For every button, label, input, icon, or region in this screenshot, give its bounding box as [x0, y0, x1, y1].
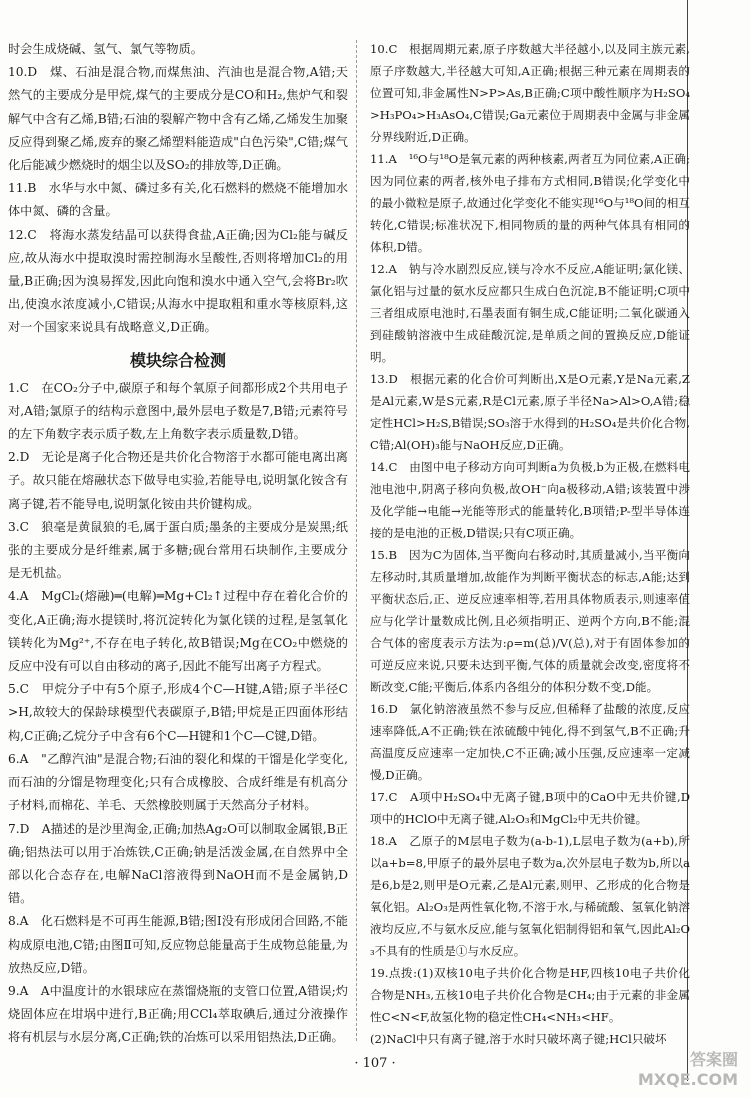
answer-paragraph: 1.C 在CO₂分子中,碳原子和每个氧原子间都形成2个共用电子对,A错;氯原子的结构示意图中,最外层电子数是7,B错;元素符号的左下角数字表示质子数,左上角数字表示质量数,D错。: [8, 380, 348, 442]
section-heading: 模块综合检测: [129, 350, 226, 370]
answer-paragraph: 6.A "乙醇汽油"是混合物;石油的裂化和煤的干馏是化学变化,而石油的分馏是物理变化;只有合成橡胶、合成纤维是有机高分子材料,而棉花、羊毛、天然橡胶则属于天然高分子材料。: [8, 751, 348, 813]
answer-paragraph: 12.A 钠与冷水剧烈反应,镁与冷水不反应,A能证明;氯化镁、氯化铝与过量的氨水反应都只生成白色沉淀,B不能证明;C项中三者组成原电池时,石墨表面有铜生成,C能证明;二氧化碳通入到硅酸钠溶液中生成硅酸沉淀,是单质之间的置换反应,D能证明。: [370, 262, 690, 364]
answer-paragraph: 9.A A中温度计的水银球应在蒸馏烧瓶的支管口位置,A错误;灼烧固体应在坩埚中进行,B正确;用CCl₄萃取碘后,通过分液操作将有机层与水层分离,C正确;铁的冶炼可以采用铝热法,D正确。: [8, 983, 348, 1045]
answer-paragraph: 3.C 狼毫是黄鼠狼的毛,属于蛋白质;墨条的主要成分是炭黑;纸张的主要成分是纤维素,属于多糖;砚台常用石块制作,主要成分是无机盐。: [8, 519, 348, 581]
answer-paragraph: 13.D 根据元素的化合价可判断出,X是O元素,Y是Na元素,Z是Al元素,W是S元素,R是Cl元素,原子半径Na>Al>O,A错;稳定性HCl>H₂S,B错误;SO₃溶于水得到的H₂SO₄是共价化合物,C错;Al(OH)₃能与NaOH反应,D正确。: [370, 372, 690, 452]
answer-paragraph: 11.B 水华与水中氮、磷过多有关,化石燃料的燃烧不能增加水体中氮、磷的含量。: [8, 181, 348, 219]
answer-paragraph: 4.A MgCl₂(熔融)═(电解)═Mg+Cl₂↑过程中存在着化合价的变化,A正确;海水提镁时,将沉淀转化为氯化镁的过程,是氢氧化镁转化为Mg²⁺,不存在电子转化,故B错误;Mg在CO₂中燃烧的反应中没有可以自由移动的离子,因此不能写出离子方程式。: [8, 589, 348, 674]
answer-paragraph: 8.A 化石燃料是不可再生能源,B错;图Ⅰ没有形成闭合回路,不能构成原电池,C错;由图Ⅱ可知,反应物总能量高于生成物总能量,为放热反应,D错。: [8, 914, 348, 975]
left-column: [8, 38, 348, 1050]
answer-paragraph: (2)NaCl中只有离子键,溶于水时只破坏离子键;HCl只破坏: [370, 1032, 667, 1046]
answer-paragraph: 2.D 无论是离子化合物还是共价化合物溶于水都可能电离出离子。故只能在熔融状态下做导电实验,若能导电,说明氯化铵含有离子键,若不能导电,说明氯化铵由共价键构成。: [8, 450, 348, 511]
answer-paragraph: 5.C 甲烷分子中有5个原子,形成4个C—H键,A错;原子半径C>H,故较大的保龄球模型代表碳原子,B错;甲烷是正四面体形结构,C正确;乙烷分子中含有6个C—H键和1个C—C键,D错。: [8, 682, 348, 743]
right-column: [370, 38, 690, 1050]
page-number: · 107 ·: [354, 1056, 396, 1071]
answer-paragraph: 11.A ¹⁶O与¹⁸O是氧元素的两种核素,两者互为同位素,A正确;因为同位素的两者,核外电子排布方式相同,B错误;化学变化中的最小微粒是原子,故通过化学变化不能实现¹⁶O与¹⁸O间的相互转化,C错误;标准状况下,相同物质的量的两种气体具有相同的体积,D错。: [370, 152, 690, 254]
answer-paragraph: 时会生成烧碱、氢气、氯气等物质。: [8, 42, 203, 56]
answer-paragraph: 19.点拨:(1)双核10电子共价化合物是HF,四核10电子共价化合物是NH₃,五核10电子共价化合物是CH₄;由于元素的非金属性C<N<F,故氢化物的稳定性CH₄<NH₃<HF。: [370, 966, 690, 1024]
answer-paragraph: 12.C 将海水蒸发结晶可以获得食盐,A正确;因为Cl₂能与碱反应,故从海水中提取溴时需控制海水呈酸性,否则将增加Cl₂的用量,B正确;因为溴易挥发,因此向饱和溴水中通入空气,会将Br₂吹出,使溴水浓度减小,C错误;从海水中提取粗和重水等核原料,这对一个国家来说具有战略意义,D正确。: [8, 227, 348, 335]
answer-paragraph: 18.A 乙原子的M层电子数为(a-b-1),L层电子数为(a+b),所以a+b=8,甲原子的最外层电子数为a,次外层电子数为b,所以a是6,b是2,则甲是O元素,乙是Al元素,则甲、乙形成的化合物是氧化铝。Al₂O₃是两性氧化物,不溶于水,与稀硫酸、氢氧化钠溶液均反应,不与氨水反应,能与氢氧化铝制得铝和氧气,因此Al₂O₃不具有的性质是①与水反应。: [370, 834, 690, 958]
answer-paragraph: 14.C 由图中电子移动方向可判断a为负极,b为正极,在燃料电池电池中,阴离子移向负极,故OH⁻向a极移动,A错;该装置中涉及化学能→电能→光能等形式的能量转化,B项错;P-型半导体连接的是电池的正极,D错误;只有C项正确。: [370, 460, 690, 540]
answer-paragraph: 10.C 根据周期元素,原子序数越大半径越小,以及同主族元素,原子序数越大,半径越大可知,A正确;根据三种元素在周期表的位置可知,非金属性N>P>As,B正确;C项中酸性顺序为H₂SO₄>H₃PO₄>H₃AsO₄,C错误;Ga元素位于周期表中金属与非金属分界线附近,D正确。: [370, 42, 690, 144]
column-divider: [356, 40, 357, 1041]
answer-paragraph: 7.D A描述的是沙里淘金,正确;加热Ag₂O可以制取金属银,B正确;铝热法可以用于冶炼铁,C正确;钠是活泼金属,在自然界中全部以化合态存在,电解NaCl溶液得到NaOH而不是金属钠,D错。: [8, 821, 348, 906]
answer-paragraph: 17.C A项中H₂SO₄中无离子键,B项中的CaO中无共价键,D项中的HClO中无离子键,Al₂O₃和MgCl₂中无共价键。: [370, 790, 690, 826]
watermark-logo: 答案圈 MXQE.COM: [637, 1050, 738, 1089]
answer-paragraph: 16.D 氯化钠溶液虽然不参与反应,但稀释了盐酸的浓度,反应速率降低,A不正确;铁在浓硫酸中钝化,得不到氢气,B不正确;升高温度反应速率一定加快,C不正确;减小压强,反应速率一定减慢,D正确。: [370, 702, 690, 782]
answer-paragraph: 15.B 因为C为固体,当平衡向右移动时,其质量减小,当平衡向左移动时,其质量增加,故能作为判断平衡状态的标志,A能;达到平衡状态后,正、逆反应速率相等,若用具体物质表示,则速率值应与化学计量数成比例,且必须指明正、逆两个方向,B不能;混合气体的密度表示方法为:ρ=m(总)/V(总),对于有固体参加的可逆反应来说,只要未达到平衡,气体的质量就会改变,密度将不断改变,C能;平衡后,体系内各组分的体积分数不变,D能。: [370, 548, 690, 694]
answer-paragraph: 10.D 煤、石油是混合物,而煤焦油、汽油也是混合物,A错;天然气的主要成分是甲烷,煤气的主要成分是CO和H₂,焦炉气和裂解气中含有乙烯,B错;石油的裂解产物中含有乙烯,乙烯发生加聚反应得到聚乙烯,废弃的聚乙烯塑料能造成"白色污染",C错;煤气化后能减少燃烧时的烟尘以及SO₂的排放等,D正确。: [8, 65, 348, 173]
